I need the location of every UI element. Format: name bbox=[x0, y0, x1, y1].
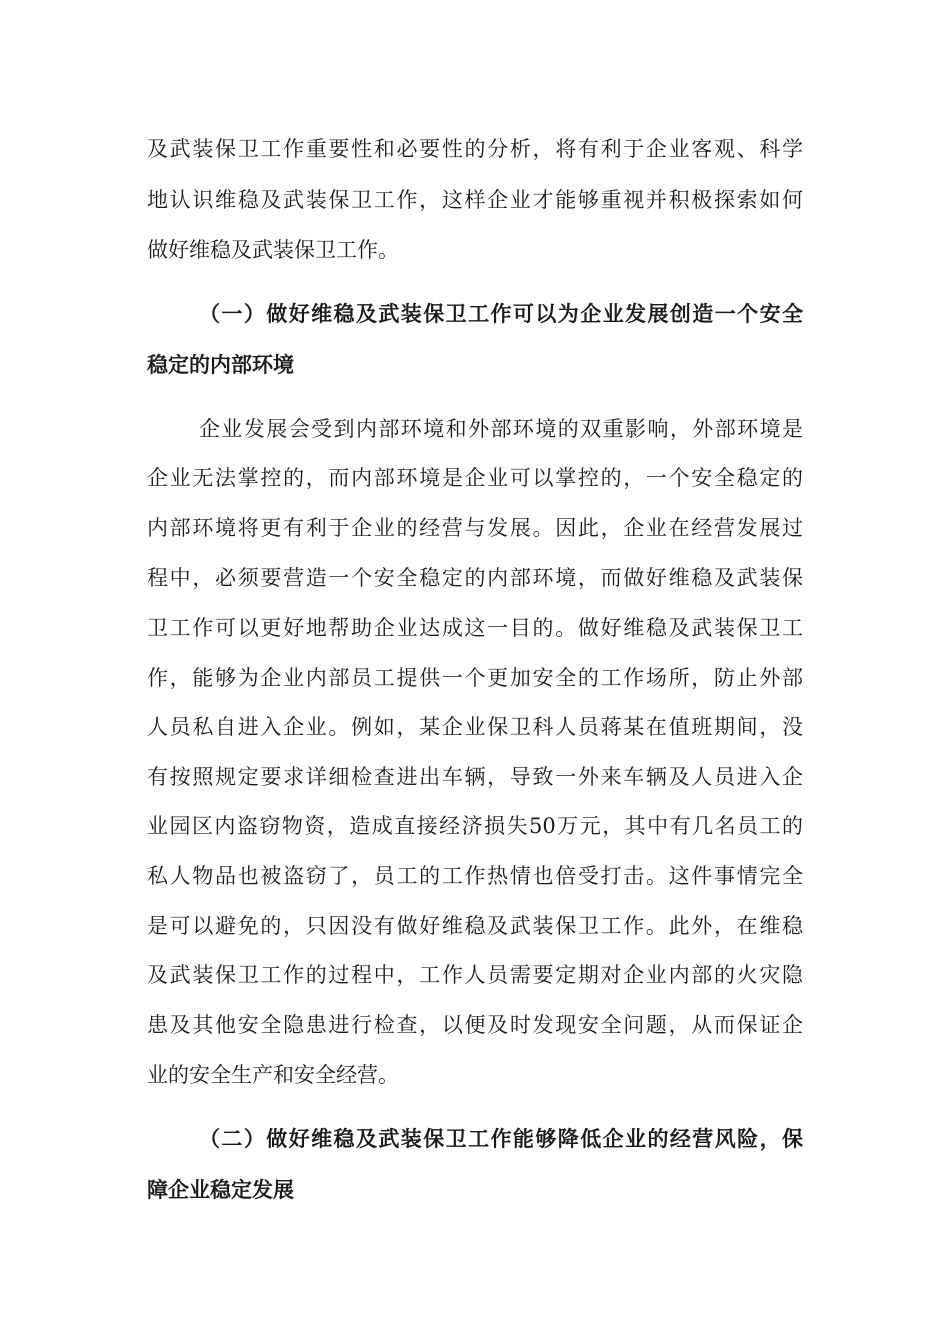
body-line: 及武装保卫工作重要性和必要性的分析，将有利于企业客观、科学 bbox=[147, 137, 803, 161]
body-line: 私人物品也被盗窃了，员工的工作热情也倍受打击。这件事情完全 bbox=[147, 864, 803, 888]
body-line: 地认识维稳及武装保卫工作，这样企业才能够重视并积极探索如何 bbox=[147, 188, 803, 212]
section-heading: （一）做好维稳及武装保卫工作可以为企业发展创造一个安全 bbox=[199, 301, 803, 326]
body-line: 人员私自进入企业。例如，某企业保卫科人员蒋某在值班期间，没 bbox=[147, 715, 803, 739]
body-line: 有按照规定要求详细检查进出车辆，导致一外来车辆及人员进入企 bbox=[147, 765, 803, 789]
body-line: 做好维稳及武装保卫工作。 bbox=[147, 238, 399, 262]
body-line: 业园区内盗窃物资，造成直接经济损失50万元，其中有几名员工的 bbox=[147, 814, 803, 838]
body-line: 内部环境将更有利于企业的经营与发展。因此，企业在经营发展过 bbox=[147, 516, 803, 540]
body-line: 企业无法掌控的，而内部环境是企业可以掌控的，一个安全稳定的 bbox=[147, 466, 803, 490]
section-heading: 稳定的内部环境 bbox=[147, 352, 294, 377]
section-heading: 障企业稳定发展 bbox=[147, 1177, 294, 1202]
section-heading: （二）做好维稳及武装保卫工作能够降低企业的经营风险，保 bbox=[199, 1126, 803, 1151]
body-line: 及武装保卫工作的过程中，工作人员需要定期对企业内部的火灾隐 bbox=[147, 963, 803, 987]
body-line: 卫工作可以更好地帮助企业达成这一目的。做好维稳及武装保卫工 bbox=[147, 616, 803, 640]
body-line: 程中，必须要营造一个安全稳定的内部环境，而做好维稳及武装保 bbox=[147, 566, 803, 590]
body-line: 是可以避免的，只因没有做好维稳及武装保卫工作。此外，在维稳 bbox=[147, 914, 803, 938]
body-line: 患及其他安全隐患进行检查，以便及时发现安全问题，从而保证企 bbox=[147, 1013, 803, 1037]
body-line: 业的安全生产和安全经营。 bbox=[147, 1063, 399, 1087]
body-line: 企业发展会受到内部环境和外部环境的双重影响，外部环境是 bbox=[199, 417, 803, 441]
body-line: 作，能够为企业内部员工提供一个更加安全的工作场所，防止外部 bbox=[147, 666, 803, 690]
